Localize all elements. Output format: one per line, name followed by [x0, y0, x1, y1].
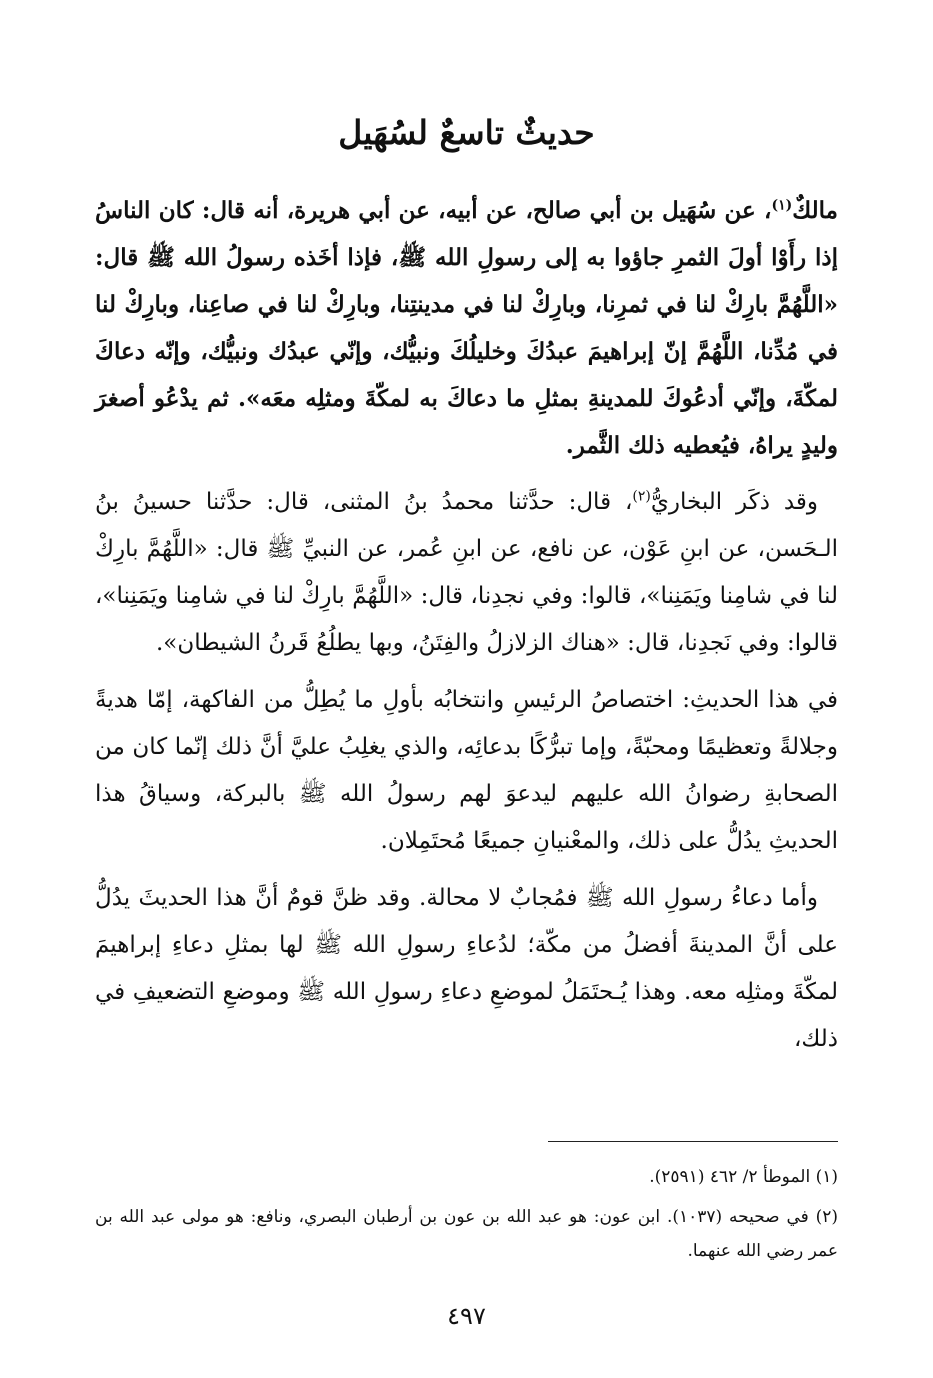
bukhari-intro: وقد ذكَر البخاريُّ — [650, 489, 819, 515]
footnotes — [95, 1160, 838, 1274]
commentary-paragraph-dua: وأما دعاءُ رسولِ الله ﷺ فمُجابٌ لا محالة. وقد ظنَّ قومٌ أنَّ هذا الحديثَ يدُلُّ على أنَّ المدينةَ أفضلُ من مكّة؛ لدُعاءِ رسولِ الله ﷺ لها بمثلِ دعاءِ إبراهيمَ لمكّةَ ومثلِه معه. وهذا يُـحتَمَلُ لموضعِ دعاءِ رسولِ الله ﷺ وموضعِ التضعيفِ في ذلك، — [95, 885, 838, 1052]
bukhari-text: ، قال: حدَّثنا محمدُ بنُ المثنى، قال: حدَّثنا حسينُ بنُ الـحَسن، عن ابنِ عَوْن، عن نافع، عن ابنِ عُمر، عن النبيِّ ﷺ قال: «اللَّهُمَّ بارِكْ لنا في شامِنا ويَمَنِنا»، قالوا: وفي نجدِنا، قال: «اللَّهُمَّ بارِكْ لنا في شامِنا ويَمَنِنا»، قالوا: وفي نَجدِنا، قال: «هناك الزلازلُ والفِتَنُ، وبها يطلُعُ قَرنُ الشيطان». — [95, 489, 838, 656]
page-number: ٤٩٧ — [447, 1302, 486, 1330]
hadith-text: ، عن سُهَيل بن أبي صالح، عن أبيه، عن أبي هريرة، أنه قال: كان الناسُ إذا رأَوْا أولَ الثمرِ جاؤوا به إلى رسولِ الله ﷺ، فإذا أخَذه رسولُ الله ﷺ قال: «اللَّهُمَّ بارِكْ لنا في ثمرِنا، وبارِكْ لنا في مدينتِنا، وبارِكْ لنا في صاعِنا، وبارِكْ لنا في مُدِّنا، اللَّهُمَّ إنّ إبراهيمَ عبدُكَ وخليلُكَ ونبيُّك، وإنّي عبدُك ونبيُّك، وإنّه دعاكَ لمكّةَ، وإنّي أدعُوكَ للمدينةِ بمثلِ ما دعاكَ به لمكّةَ ومثلِه معَه». ثم يدْعُو أصغرَ وليدٍ يراهُ، فيُعطيه ذلك الثَّمر. — [95, 197, 838, 459]
chapter-title: حديثٌ تاسعٌ لسُهَيل — [338, 113, 595, 152]
narrator-name: مالكٌ — [792, 197, 838, 224]
commentary-paragraph-bukhari — [95, 479, 838, 667]
footnote-ref-2[interactable]: (٢) — [632, 488, 651, 505]
hadith-paragraph — [95, 187, 838, 469]
footnote-1: (١) الموطأ ٢/ ٤٦٢ (٢٥٩١). — [649, 1167, 838, 1187]
footnote-2: (٢) في صحيحه (١٠٣٧). ابن عون: هو عبد الله بن عون بن أرطبان البصري، ونافع: هو مولى عبد الله بن عمر رضي الله عنهما. — [95, 1207, 838, 1261]
commentary-paragraph-benefits: في هذا الحديثِ: اختصاصُ الرئيسِ وانتخابُه بأولِ ما يُطِلُّ من الفاكهة، إمّا هديةً وجلالةً وتعظيمًا ومحبّةً، وإما تبرُّكًا بدعائِه، والذي يغلِبُ عليَّ أنَّ ذلك إنّما كان من الصحابةِ رضوانُ الله عليهم ليدعوَ لهم رسولُ الله ﷺ بالبركة، وسياقُ هذا الحديثِ يدُلُّ على ذلك، والمعْنيانِ جميعًا مُحتَمِلان. — [95, 687, 838, 854]
footnote-separator — [548, 1141, 838, 1142]
body-text — [95, 187, 838, 1063]
footnote-ref-1[interactable]: (١) — [771, 197, 793, 214]
